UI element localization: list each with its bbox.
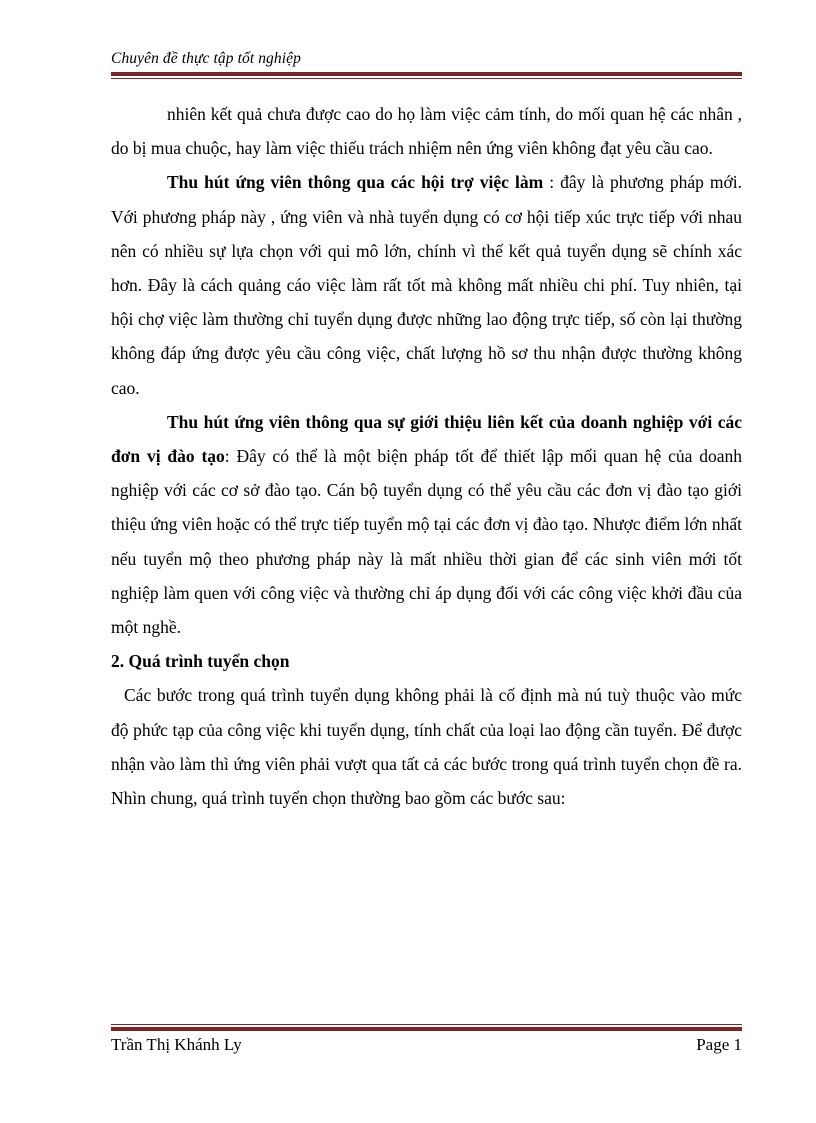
paragraph-1: nhiên kết quả chưa được cao do họ làm việc cảm tính, do mối quan hệ các nhân , do bị mua chuộc, hay làm việc thiếu trách nhiệm nên ứng viên không đạt yêu cầu cao. <box>111 104 742 159</box>
page-header-title: Chuyên đề thực tập tốt nghiệp <box>111 50 301 67</box>
paragraph-2-lead: Thu hút ứng viên thông qua các hội trợ việc làm <box>167 172 544 193</box>
section-heading: 2. Quá trình tuyển chọn <box>111 651 290 672</box>
footer-page-number: Page 1 <box>696 1035 742 1054</box>
paragraph-3-text: : Đây có thể là một biện pháp tốt để thiết lập mối quan hệ của doanh nghiệp với các cơ sở đào tạo. Cán bộ tuyển dụng có thể yêu cầu các đơn vị đào tạo giới thiệu ứng viên hoặc có thể trực tiếp tuyển mộ tại các đơn vị đào tạo. Nhược điểm lớn nhất nếu tuyển mộ theo phương pháp này là mất nhiều thời gian để các sinh viên mới tốt nghiệp làm quen với công việc và thường chỉ áp dụng đối với các công việc khởi đầu của một nghề. <box>111 446 743 638</box>
header-rule <box>111 72 742 79</box>
paragraph-2 <box>111 165 742 404</box>
footer-author: Trần Thị Khánh Ly <box>111 1035 242 1054</box>
document-body <box>111 97 742 815</box>
paragraph-4: Các bước trong quá trình tuyển dụng không phải là cố định mà nú tuỳ thuộc vào mức độ phức tạp của công việc khi tuyển dụng, tính chất của loại lao động cần tuyển. Để được nhận vào làm thì ứng viên phải vượt qua tất cả các bước trong quá trình tuyển chọn đề ra. Nhìn chung, quá trình tuyển chọn thường bao gồm các bước sau: <box>111 685 742 809</box>
paragraph-3 <box>111 405 742 644</box>
paragraph-3-lead: Thu hút ứng viên thông qua sự giới thiệu liên kết của doanh nghiệp với các đơn vị đào tạo <box>111 411 742 467</box>
footer-rule <box>111 1024 742 1031</box>
paragraph-2-text: : đây là phương pháp mới. Với phương pháp này , ứng viên và nhà tuyển dụng có cơ hội tiếp xúc trực tiếp với nhau nên có nhiều sự lựa chọn với qui mô lớn, chính vì thế kết quả tuyển dụng sẽ chính xác hơn. Đây là cách quảng cáo việc làm rất tốt mà không mất nhiều chi phí. Tuy nhiên, tại hội chợ việc làm thường chỉ tuyển dụng được những lao động trực tiếp, số còn lại thường không đáp ứng được yêu cầu công việc, chất lượng hồ sơ thu nhận được thường không cao. <box>111 172 742 398</box>
